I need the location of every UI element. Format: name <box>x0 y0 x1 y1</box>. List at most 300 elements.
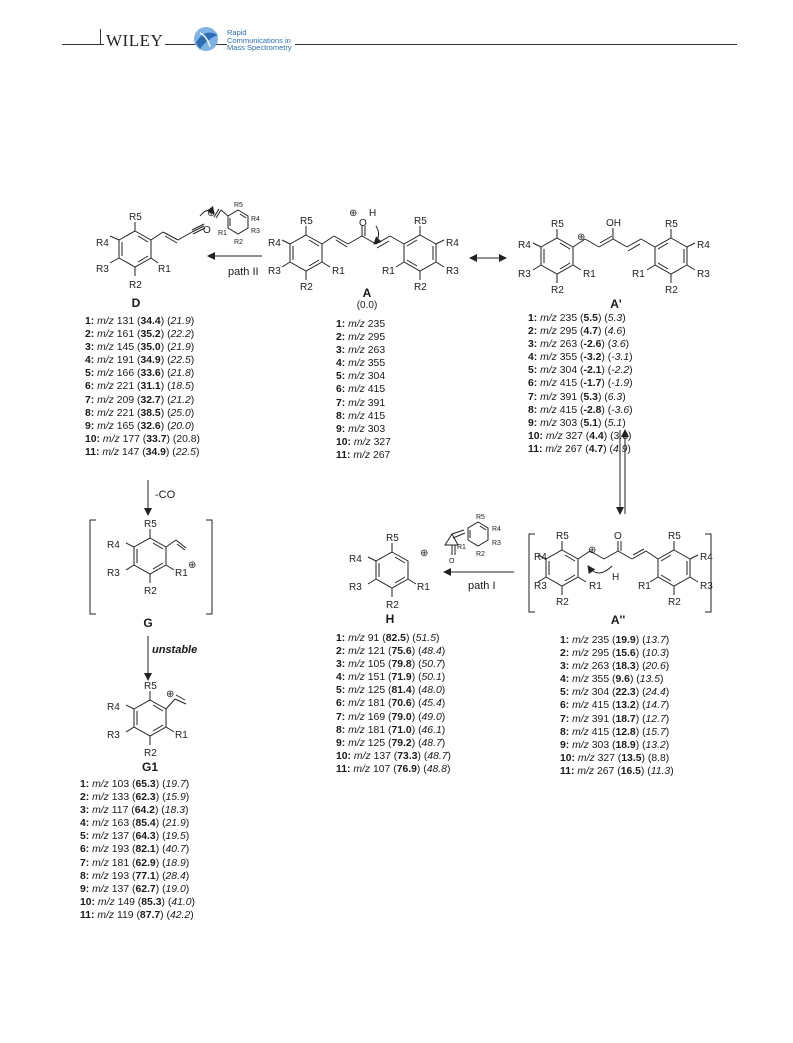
mz-value: 415 <box>367 384 386 396</box>
compound-number: 9: <box>85 420 95 432</box>
plus-charge: ⊕ <box>349 208 358 219</box>
relative-energy-paren: 4.9 <box>612 443 628 455</box>
mz-prefix: m/z <box>540 365 557 377</box>
relative-energy-paren: 5.3 <box>607 313 623 324</box>
relative-energy-bold: -2.1 <box>583 365 602 377</box>
mz-prefix: m/z <box>572 635 589 646</box>
compound-number: 9: <box>528 417 538 429</box>
r2-label: R2 <box>144 586 157 597</box>
data-row: 5: m/z 137 (64.3) (19.5) <box>80 831 190 843</box>
mz-value: 107 <box>372 763 391 775</box>
r3-label: R3 <box>697 269 710 280</box>
relative-energy-paren: 18.3 <box>164 805 185 817</box>
r1-label: R1 <box>583 269 596 280</box>
mz-prefix: m/z <box>353 750 371 762</box>
mz-value: 91 <box>367 633 380 644</box>
r3-label: R3 <box>446 266 459 277</box>
data-row: 3: m/z 105 (79.8) (50.7) <box>336 659 446 671</box>
data-row <box>336 449 391 462</box>
label-h: H <box>385 612 395 626</box>
mz-prefix: m/z <box>97 368 114 380</box>
mz-prefix: m/z <box>97 355 114 367</box>
data-row: 3: m/z 117 (64.2) (18.3) <box>80 805 189 817</box>
relative-energy-paren: 20.6 <box>645 661 666 673</box>
relative-energy-bold: 5.5 <box>583 313 598 324</box>
relative-energy-bold: 81.4 <box>391 685 412 697</box>
relative-energy-bold: -1.7 <box>583 378 602 390</box>
r1-label: R1 <box>175 568 188 579</box>
compound-number: 7: <box>80 857 90 869</box>
relative-energy-bold: 65.3 <box>135 779 156 790</box>
mz-prefix: m/z <box>348 410 365 422</box>
relative-energy-paren: 22.5 <box>170 355 191 367</box>
compound-number: 8: <box>528 404 538 416</box>
compound-number: 8: <box>336 724 346 736</box>
mz-value: 166 <box>116 368 135 380</box>
r5-label: R5 <box>386 533 399 544</box>
label-a-prime: A' <box>610 297 622 311</box>
mz-prefix: m/z <box>353 436 371 448</box>
relative-energy-paren: 51.5 <box>415 633 436 644</box>
relative-energy-bold: 79.0 <box>391 711 412 723</box>
r1-label: R1 <box>382 266 395 277</box>
relative-energy-bold: 71.9 <box>391 672 412 684</box>
plus-charge: ⊕ <box>166 689 175 700</box>
r4-label: R4 <box>518 240 531 251</box>
data-row: 2: m/z 161 (35.2) (22.2) <box>85 329 195 341</box>
mz-prefix: m/z <box>540 326 557 338</box>
compound-number: 7: <box>336 397 346 409</box>
mz-value: 193 <box>111 844 130 856</box>
data-row: 4: m/z 163 (85.4) (21.9) <box>80 818 190 830</box>
o-label: O <box>614 531 622 542</box>
relative-energy-paren: 15.9 <box>165 792 186 804</box>
relative-energy-bold: 87.7 <box>139 909 161 921</box>
data-row <box>336 370 391 383</box>
compound-number: 11: <box>336 763 351 775</box>
relative-energy-paren: 13.7 <box>645 635 666 646</box>
compound-number: 2: <box>336 646 346 658</box>
structure-a <box>282 226 444 280</box>
label-g1: G1 <box>141 760 158 774</box>
relative-energy-paren: 48.7 <box>421 737 442 749</box>
plus-charge: ⊕ <box>207 208 216 219</box>
mz-value: 355 <box>591 674 610 686</box>
data-row <box>336 410 391 423</box>
mz-prefix: m/z <box>540 339 557 351</box>
plus-charge: ⊕ <box>420 548 429 559</box>
relative-energy-bold: 85.4 <box>135 818 156 830</box>
mz-prefix: m/z <box>102 446 120 458</box>
mz-prefix: m/z <box>97 329 114 341</box>
data-row: 6: m/z 415 (13.2) (14.7) <box>560 700 670 712</box>
mz-value: 391 <box>559 391 578 403</box>
data-row: 6: m/z 193 (82.1) (40.7) <box>80 844 190 856</box>
relative-energy-bold: 79.2 <box>391 737 412 749</box>
relative-energy-paren: 20.0 <box>170 420 191 432</box>
mz-prefix: m/z <box>92 857 109 869</box>
data-row: 7: m/z 209 (32.7) (21.2) <box>85 394 195 406</box>
data-row: 6: m/z 181 (70.6) (45.4) <box>336 698 446 710</box>
relative-energy-bold: 4.7 <box>588 443 604 455</box>
relative-energy-paren: 21.9 <box>170 342 191 354</box>
mz-prefix: m/z <box>577 765 595 777</box>
data-row <box>336 383 391 396</box>
o-label: O <box>359 218 367 229</box>
mz-prefix: m/z <box>97 896 115 908</box>
r5-label: R5 <box>476 514 485 521</box>
r3-label: R3 <box>492 540 501 547</box>
relative-energy-paren: 21.9 <box>170 316 191 327</box>
relative-energy-paren: 15.7 <box>645 726 666 738</box>
r4-label: R4 <box>107 702 120 713</box>
mz-prefix: m/z <box>353 763 371 775</box>
mz-prefix: m/z <box>572 661 589 673</box>
relative-energy-bold: 35.2 <box>140 329 161 341</box>
r2-label: R2 <box>234 239 243 246</box>
relative-energy-paren: 50.1 <box>421 672 442 684</box>
data-row: 5: m/z 304 (22.3) (24.4) <box>560 687 670 699</box>
relative-energy-paren: 48.4 <box>421 646 442 658</box>
mz-prefix: m/z <box>572 713 589 725</box>
r4-label: R4 <box>446 238 459 249</box>
data-row: 7: m/z 169 (79.0) (49.0) <box>336 711 446 723</box>
mz-value: 415 <box>591 700 610 712</box>
r2-label: R2 <box>144 748 157 759</box>
label-a: A <box>362 286 372 300</box>
relative-energy-bold: 15.6 <box>615 648 636 660</box>
compound-number: 1: <box>85 316 95 327</box>
mz-value: 147 <box>121 446 140 458</box>
mz-value: 149 <box>117 896 135 908</box>
h-label: H <box>612 572 620 583</box>
journal-name-line: Rapid <box>227 28 247 37</box>
relative-energy-paren: 19.7 <box>165 779 186 790</box>
compound-number: 10: <box>80 896 96 908</box>
relative-energy-bold: 9.6 <box>615 674 630 686</box>
compound-number: 4: <box>80 818 90 830</box>
relative-energy-bold: 19.9 <box>615 635 636 646</box>
data-row: 8: m/z 415 (12.8) (15.7) <box>560 726 670 738</box>
label-a-double-prime: A'' <box>610 613 626 627</box>
relative-energy-paren: -2.2 <box>611 365 630 377</box>
mz-value: 121 <box>367 646 386 658</box>
compound-number: 6: <box>85 381 95 393</box>
mz-value: 235 <box>367 319 386 330</box>
compound-number: 10: <box>528 430 544 442</box>
mz-value: 181 <box>367 698 386 710</box>
mz-value: 151 <box>367 672 386 684</box>
relative-energy-bold: -3.2 <box>583 352 602 364</box>
compound-number: 8: <box>560 726 570 738</box>
r4-label: R4 <box>96 238 109 249</box>
r3-label: R3 <box>700 581 713 592</box>
compound-number: 4: <box>336 358 346 370</box>
r1-label: R1 <box>457 544 466 551</box>
relative-energy-paren: 5.1 <box>607 417 623 429</box>
compound-number: 10: <box>85 433 101 445</box>
data-row: 1: m/z 131 (34.4) (21.9) <box>85 316 195 327</box>
relative-energy-bold: 64.2 <box>134 805 155 817</box>
relative-energy-paren: 8.8 <box>651 752 666 764</box>
compound-number: 3: <box>336 659 346 671</box>
compound-number: 5: <box>80 831 90 843</box>
compound-number: 4: <box>336 672 346 684</box>
compound-number: 1: <box>80 779 90 790</box>
relative-energy-bold: 31.1 <box>140 381 161 393</box>
label-a-energy: (0.0) <box>356 300 378 311</box>
compound-number: 11: <box>528 443 543 455</box>
r5-label: R5 <box>144 681 157 692</box>
mz-value: 125 <box>367 685 386 697</box>
mz-value: 191 <box>116 355 135 367</box>
relative-energy-bold: 12.8 <box>615 726 636 738</box>
r2-label: R2 <box>386 600 399 611</box>
r5-label: R5 <box>668 531 681 542</box>
mz-prefix: m/z <box>577 752 595 764</box>
r5-label: R5 <box>665 219 678 230</box>
mz-prefix: m/z <box>92 792 109 804</box>
data-row: 4: m/z 151 (71.9) (50.1) <box>336 672 446 684</box>
relative-energy-bold: 5.1 <box>583 417 598 429</box>
compound-number: 3: <box>80 805 90 817</box>
journal-name-line: Communications in <box>227 35 291 45</box>
r3-label: R3 <box>534 581 547 592</box>
r5-label: R5 <box>144 519 157 530</box>
data-row: 8: m/z 193 (77.1) (28.4) <box>80 870 190 882</box>
data-list-a-prime <box>528 312 633 456</box>
data-row: 3: m/z 263 (-2.6) (3.6) <box>528 339 630 351</box>
relative-energy-paren: -3.6 <box>611 404 630 416</box>
compound-number: 9: <box>336 737 346 749</box>
data-row: 6: m/z 415 (-1.7) (-1.9) <box>528 378 633 390</box>
r5-label: R5 <box>551 219 564 230</box>
mz-prefix: m/z <box>348 685 365 697</box>
r2-label: R2 <box>551 285 564 296</box>
compound-number: 6: <box>560 700 570 712</box>
mz-prefix: m/z <box>572 739 589 751</box>
mz-value: 105 <box>367 659 386 671</box>
compound-number: 7: <box>528 391 538 403</box>
mz-prefix: m/z <box>348 319 365 330</box>
data-row: 9: m/z 165 (32.6) (20.0) <box>85 420 195 432</box>
r2-label: R2 <box>300 282 313 293</box>
data-row <box>336 436 391 449</box>
relative-energy-bold: 64.3 <box>135 831 156 843</box>
relative-energy-bold: 35.0 <box>140 342 161 354</box>
mz-value: 355 <box>559 352 578 364</box>
mz-prefix: m/z <box>348 646 365 658</box>
mz-prefix: m/z <box>545 430 563 442</box>
compound-number: 1: <box>528 313 538 324</box>
compound-number: 8: <box>85 407 95 419</box>
mz-value: 145 <box>116 342 135 354</box>
data-row: 1: m/z 91 (82.5) (51.5) <box>336 633 440 644</box>
data-row: 9: m/z 137 (62.7) (19.0) <box>80 883 190 895</box>
path-i-label: path I <box>468 580 496 592</box>
data-row: 2: m/z 121 (75.6) (48.4) <box>336 646 446 658</box>
relative-energy-paren: 45.4 <box>421 698 442 710</box>
relative-energy-bold: 18.9 <box>615 739 636 751</box>
mz-value: 165 <box>116 420 135 432</box>
data-row: 4: m/z 355 (-3.2) (-3.1) <box>528 352 633 364</box>
compound-number: 5: <box>336 371 346 383</box>
mz-value: 177 <box>122 433 140 445</box>
r5-label: R5 <box>414 216 427 227</box>
relative-energy-paren: 19.5 <box>165 831 186 843</box>
data-row: 10: m/z 149 (85.3) (41.0) <box>80 896 196 908</box>
data-row: 7: m/z 181 (62.9) (18.9) <box>80 857 190 869</box>
r5-label: R5 <box>129 212 142 223</box>
compound-number: 1: <box>336 633 346 644</box>
mz-value: 235 <box>591 635 610 646</box>
r2-label: R2 <box>556 597 569 608</box>
r5-label: R5 <box>556 531 569 542</box>
mz-value: 117 <box>111 805 129 817</box>
compound-number: 7: <box>85 394 95 406</box>
relative-energy-bold: 5.3 <box>583 391 598 403</box>
mz-prefix: m/z <box>348 711 365 723</box>
r3-label: R3 <box>107 730 120 741</box>
mz-prefix: m/z <box>572 687 589 699</box>
r4-label: R4 <box>268 238 281 249</box>
compound-number: 9: <box>560 739 570 751</box>
compound-number: 8: <box>336 410 346 422</box>
plus-charge: ⊕ <box>188 560 197 571</box>
compound-number: 2: <box>80 792 90 804</box>
relative-energy-bold: 62.7 <box>135 883 156 895</box>
relative-energy-paren: 49.0 <box>421 711 442 723</box>
mz-value: 209 <box>116 394 135 406</box>
mz-prefix: m/z <box>92 805 109 817</box>
mz-prefix: m/z <box>545 443 563 455</box>
relative-energy-paren: 13.2 <box>645 739 666 751</box>
mz-value: 295 <box>591 648 610 660</box>
compound-number: 2: <box>560 648 570 660</box>
mz-value: 304 <box>591 687 610 699</box>
relative-energy-paren: 3.8 <box>613 430 628 442</box>
data-row: 2: m/z 133 (62.3) (15.9) <box>80 792 190 804</box>
data-row: 11: m/z 267 (16.5) (11.3) <box>560 765 674 777</box>
mz-prefix: m/z <box>92 831 109 843</box>
data-row: 10: m/z 327 (4.4) (3.8) <box>528 430 632 442</box>
r1-label: R1 <box>175 730 188 741</box>
compound-number: 9: <box>80 883 90 895</box>
oh-label: OH <box>606 218 621 229</box>
compound-number: 2: <box>528 326 538 338</box>
relative-energy-bold: 4.7 <box>583 326 598 338</box>
unstable-label: unstable <box>152 644 198 656</box>
relative-energy-paren: 14.7 <box>645 700 666 712</box>
relative-energy-paren: 21.9 <box>165 818 186 830</box>
relative-energy-bold: 71.0 <box>391 724 412 736</box>
compound-number: 5: <box>85 368 95 380</box>
mz-value: 169 <box>367 711 386 723</box>
data-row: 5: m/z 125 (81.4) (48.0) <box>336 685 446 697</box>
relative-energy-paren: 21.8 <box>170 368 191 380</box>
r4-label: R4 <box>349 554 362 565</box>
mz-prefix: m/z <box>572 674 589 686</box>
mz-value: 221 <box>116 381 135 393</box>
mz-prefix: m/z <box>353 449 371 461</box>
mz-value: 221 <box>116 407 135 419</box>
mz-value: 163 <box>111 818 130 830</box>
plus-charge: ⊕ <box>588 545 597 556</box>
relative-energy-bold: 34.4 <box>140 316 161 327</box>
r2-label: R2 <box>665 285 678 296</box>
data-row: 10: m/z 137 (73.3) (48.7) <box>336 750 452 762</box>
data-row: 10: m/z 177 (33.7) (20.8) <box>85 433 201 445</box>
relative-energy-paren: 12.7 <box>645 713 666 725</box>
data-row: 5: m/z 304 (-2.1) (-2.2) <box>528 365 633 377</box>
relative-energy-bold: 75.6 <box>391 646 412 658</box>
mz-value: 131 <box>116 316 135 327</box>
mz-value: 267 <box>596 765 615 777</box>
relative-energy-paren: 3.6 <box>611 339 626 351</box>
data-row: 11: m/z 267 (4.7) (4.9) <box>528 443 631 455</box>
mz-prefix: m/z <box>540 404 557 416</box>
data-row: 11: m/z 107 (76.9) (48.8) <box>336 763 451 775</box>
mz-prefix: m/z <box>348 633 365 644</box>
mz-prefix: m/z <box>348 397 365 409</box>
mz-value: 193 <box>111 870 130 882</box>
relative-energy-paren: 10.3 <box>645 648 666 660</box>
mz-prefix: m/z <box>348 672 365 684</box>
relative-energy-bold: 85.3 <box>141 896 162 908</box>
mz-prefix: m/z <box>540 352 557 364</box>
data-row: 4: m/z 355 (9.6) (13.5) <box>560 674 664 686</box>
mz-value: 181 <box>367 724 386 736</box>
compound-number: 6: <box>336 384 346 396</box>
mz-value: 391 <box>591 713 610 725</box>
r1-label: R1 <box>332 266 345 277</box>
relative-energy-paren: 25.0 <box>170 407 191 419</box>
o-label: O <box>203 225 211 236</box>
relative-energy-bold: 34.9 <box>145 446 166 458</box>
relative-energy-bold: 13.5 <box>621 752 642 764</box>
relative-energy-paren: -3.1 <box>611 352 630 364</box>
data-row: 10: m/z 327 (13.5) (8.8) <box>560 752 670 764</box>
mz-value: 415 <box>591 726 610 738</box>
compound-number: 5: <box>336 685 346 697</box>
r2-label: R2 <box>668 597 681 608</box>
mz-prefix: m/z <box>97 394 114 406</box>
mz-value: 267 <box>564 443 583 455</box>
mz-value: 355 <box>367 358 386 370</box>
mz-value: 415 <box>367 410 386 422</box>
mz-value: 263 <box>367 345 386 357</box>
relative-energy-bold: 13.2 <box>615 700 636 712</box>
r2-label: R2 <box>129 280 142 291</box>
mz-value: 303 <box>559 417 578 429</box>
mz-prefix: m/z <box>348 384 365 396</box>
mz-value: 119 <box>116 909 134 921</box>
relative-energy-bold: 62.3 <box>135 792 156 804</box>
data-row: 1: m/z 103 (65.3) (19.7) <box>80 779 190 790</box>
relative-energy-bold: 32.7 <box>140 394 161 406</box>
relative-energy-bold: 38.5 <box>140 407 161 419</box>
mz-prefix: m/z <box>540 378 557 390</box>
relative-energy-bold: 73.3 <box>397 750 418 762</box>
data-row <box>336 344 391 357</box>
mz-value: 161 <box>116 329 135 341</box>
data-row <box>336 331 391 344</box>
relative-energy-bold: 18.7 <box>615 713 636 725</box>
relative-energy-bold: 79.8 <box>391 659 412 671</box>
r4-label: R4 <box>534 552 547 563</box>
mz-value: 415 <box>559 404 578 416</box>
mz-prefix: m/z <box>92 844 109 856</box>
